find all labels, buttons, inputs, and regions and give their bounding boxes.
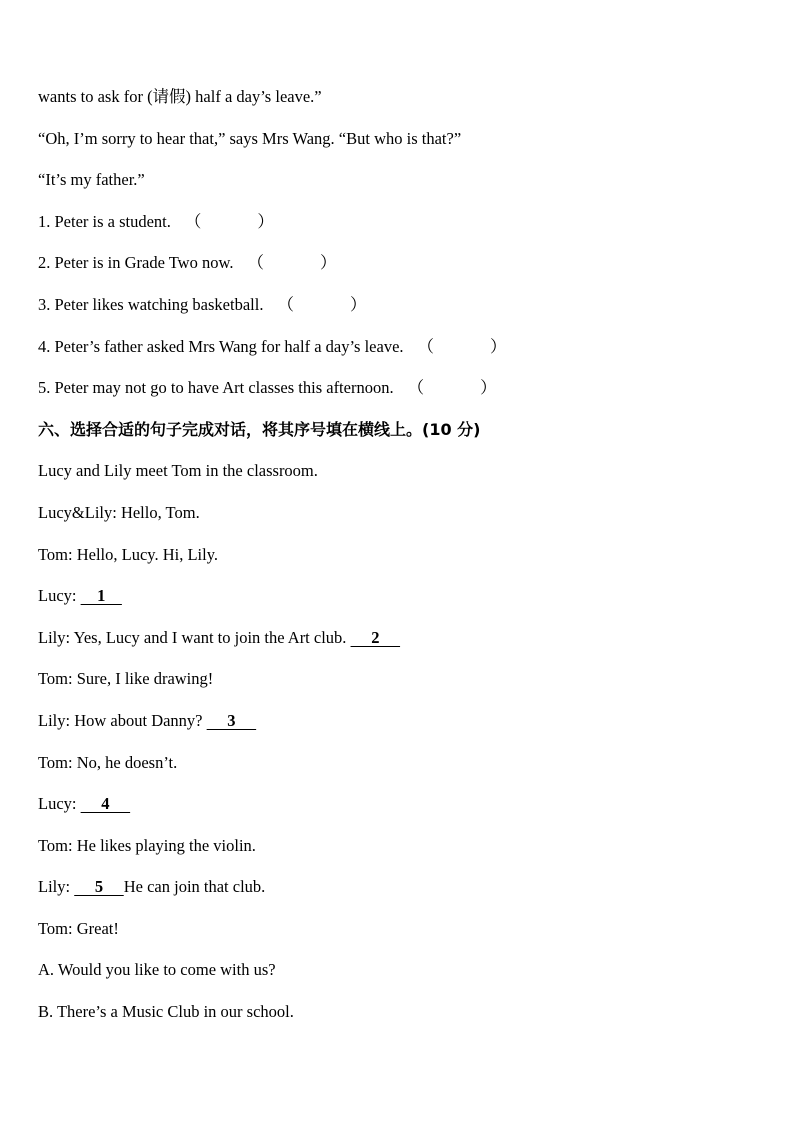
- statement-text: 5. Peter may not go to have Art classes this afternoon.: [38, 378, 394, 398]
- judgement-item: [38, 250, 758, 292]
- answer-blank[interactable]: 1: [80, 586, 122, 606]
- answer-parentheses[interactable]: （ ）: [407, 378, 497, 398]
- dialogue-line: [38, 583, 758, 625]
- statement-text: 1. Peter is a student.: [38, 211, 171, 231]
- dialogue-line: [38, 791, 758, 833]
- speaker: Lucy:: [38, 586, 81, 606]
- answer-blank[interactable]: 5: [74, 877, 124, 897]
- dialogue-intro: Lucy and Lily meet Tom in the classroom.: [38, 461, 318, 481]
- passage-line: “Oh, I’m sorry to hear that,” says Mrs Wang. “But who is that?”: [38, 128, 462, 148]
- answer-parentheses[interactable]: （ ）: [277, 294, 367, 314]
- dialogue-line: Tom: Great!: [38, 918, 119, 938]
- answer-blank[interactable]: 2: [350, 627, 401, 647]
- judgement-item: [38, 375, 758, 417]
- dialogue-line: [38, 625, 758, 667]
- option-item: A. Would you like to come with us?: [38, 960, 276, 980]
- dialogue-text: Lily: Yes, Lucy and I want to join the Art club.: [38, 627, 351, 647]
- dialogue-line: Tom: Hello, Lucy. Hi, Lily.: [38, 544, 219, 564]
- statement-text: 2. Peter is in Grade Two now.: [38, 253, 234, 273]
- answer-parentheses[interactable]: （ ）: [184, 211, 274, 231]
- dialogue-line: Tom: Sure, I like drawing!: [38, 669, 214, 689]
- dialogue-text: He can join that club.: [123, 877, 266, 897]
- answer-blank[interactable]: 3: [206, 710, 257, 730]
- dialogue-line: Tom: No, he doesn’t.: [38, 752, 178, 772]
- dialogue-line: [38, 708, 758, 750]
- dialogue-text: Lily: How about Danny?: [38, 710, 207, 730]
- option-item: B. There’s a Music Club in our school.: [38, 1002, 294, 1022]
- answer-blank[interactable]: 4: [80, 794, 131, 814]
- dialogue-line: Lucy&Lily: Hello, Tom.: [38, 502, 200, 522]
- answer-parentheses[interactable]: （ ）: [417, 336, 507, 356]
- answer-parentheses[interactable]: （ ）: [247, 253, 337, 273]
- judgement-item: [38, 334, 758, 376]
- section-heading: 六、选择合适的句子完成对话，将其序号填在横线上。(10 分): [38, 419, 481, 439]
- judgement-item: [38, 209, 758, 251]
- speaker: Lucy:: [38, 794, 81, 814]
- statement-text: 3. Peter likes watching basketball.: [38, 294, 264, 314]
- judgement-item: [38, 292, 758, 334]
- speaker: Lily:: [38, 877, 75, 897]
- statement-text: 4. Peter’s father asked Mrs Wang for half a day’s leave.: [38, 336, 404, 356]
- dialogue-line: Tom: He likes playing the violin.: [38, 835, 256, 855]
- dialogue-line: [38, 874, 758, 916]
- passage-line: wants to ask for (请假) half a day’s leave.”: [38, 87, 322, 106]
- worksheet-page: [38, 84, 758, 1041]
- passage-line: “It’s my father.”: [38, 170, 145, 190]
